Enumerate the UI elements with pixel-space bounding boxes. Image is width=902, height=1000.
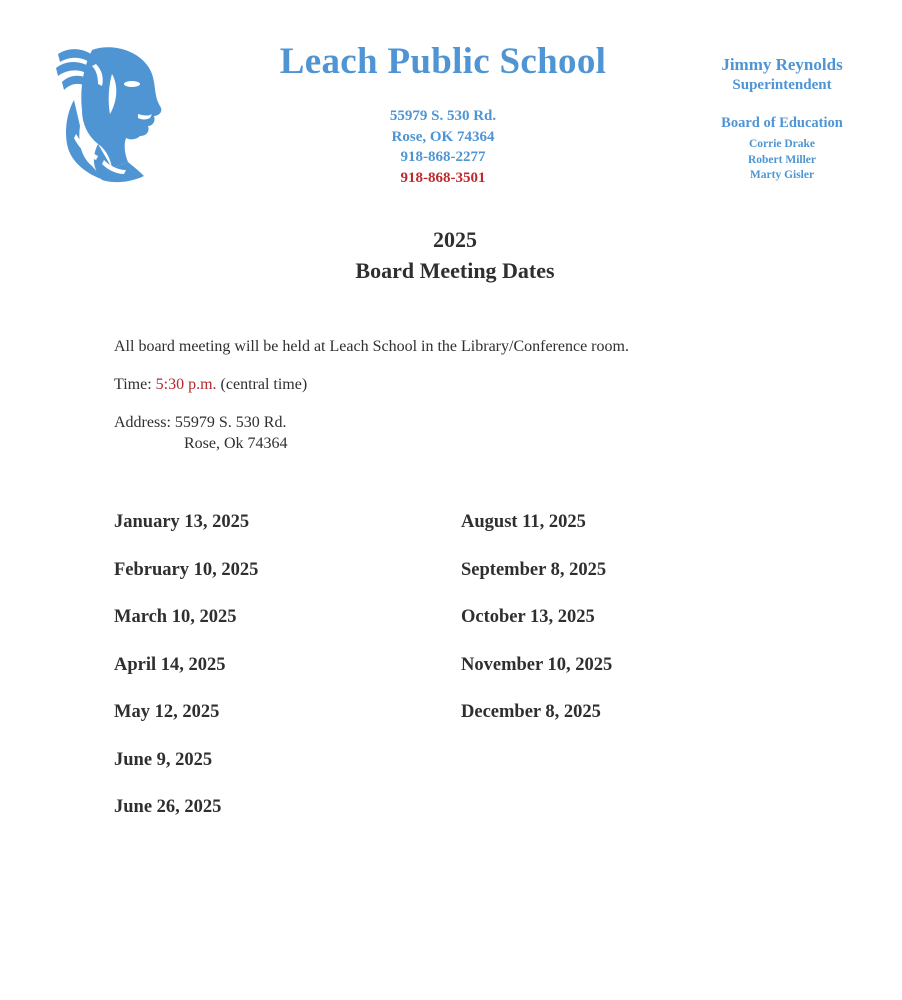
location-statement: All board meeting will be held at Leach School in the Library/Conference room. <box>114 338 629 355</box>
superintendent-title: Superintendent <box>732 77 832 93</box>
meeting-date: December 8, 2025 <box>461 702 601 722</box>
document-title <box>250 224 660 286</box>
meeting-date: February 10, 2025 <box>114 559 259 580</box>
meeting-time <box>114 374 794 396</box>
meeting-dates-left-column <box>114 508 258 841</box>
school-phone-secondary: 918-868-3501 <box>400 169 486 186</box>
meeting-date: October 13, 2025 <box>461 607 595 627</box>
address-label: Address: <box>114 414 171 431</box>
meeting-date: November 10, 2025 <box>461 654 613 675</box>
time-note: (central time) <box>220 376 308 393</box>
title-heading: Board Meeting Dates <box>355 258 555 283</box>
meeting-date: September 8, 2025 <box>461 559 607 580</box>
meeting-date: June 9, 2025 <box>114 749 213 770</box>
meeting-info <box>114 336 794 454</box>
board-members-list <box>690 137 874 184</box>
superintendent-name: Jimmy Reynolds <box>721 55 843 74</box>
board-of-education-title: Board of Education <box>721 115 843 131</box>
school-street: 55979 S. 530 Rd. <box>389 108 497 124</box>
staff-block <box>690 54 874 184</box>
meeting-address <box>114 412 794 433</box>
meeting-date: June 26, 2025 <box>114 797 222 817</box>
school-phone-primary: 918-868-2277 <box>400 149 486 165</box>
meeting-date: March 10, 2025 <box>114 607 237 627</box>
title-year: 2025 <box>433 227 477 252</box>
school-name: Leach Public School <box>279 41 607 82</box>
board-member: Robert Miller <box>747 153 816 166</box>
meeting-date: August 11, 2025 <box>461 512 586 532</box>
time-value: 5:30 p.m. <box>155 376 217 393</box>
meeting-date: May 12, 2025 <box>114 702 220 722</box>
time-label: Time: <box>114 376 152 393</box>
address-line-2: Rose, Ok 74364 <box>184 435 288 452</box>
board-member: Corrie Drake <box>748 138 816 150</box>
address-line-1: 55979 S. 530 Rd. <box>174 414 287 431</box>
meeting-date: April 14, 2025 <box>114 654 226 675</box>
meeting-dates-right-column <box>461 508 612 746</box>
board-member: Marty Gisler <box>749 169 815 181</box>
native-chief-mascot-icon <box>52 44 164 184</box>
meeting-date: January 13, 2025 <box>114 512 250 532</box>
school-contact-block <box>330 106 556 188</box>
school-city-state-zip: Rose, OK 74364 <box>391 128 495 145</box>
